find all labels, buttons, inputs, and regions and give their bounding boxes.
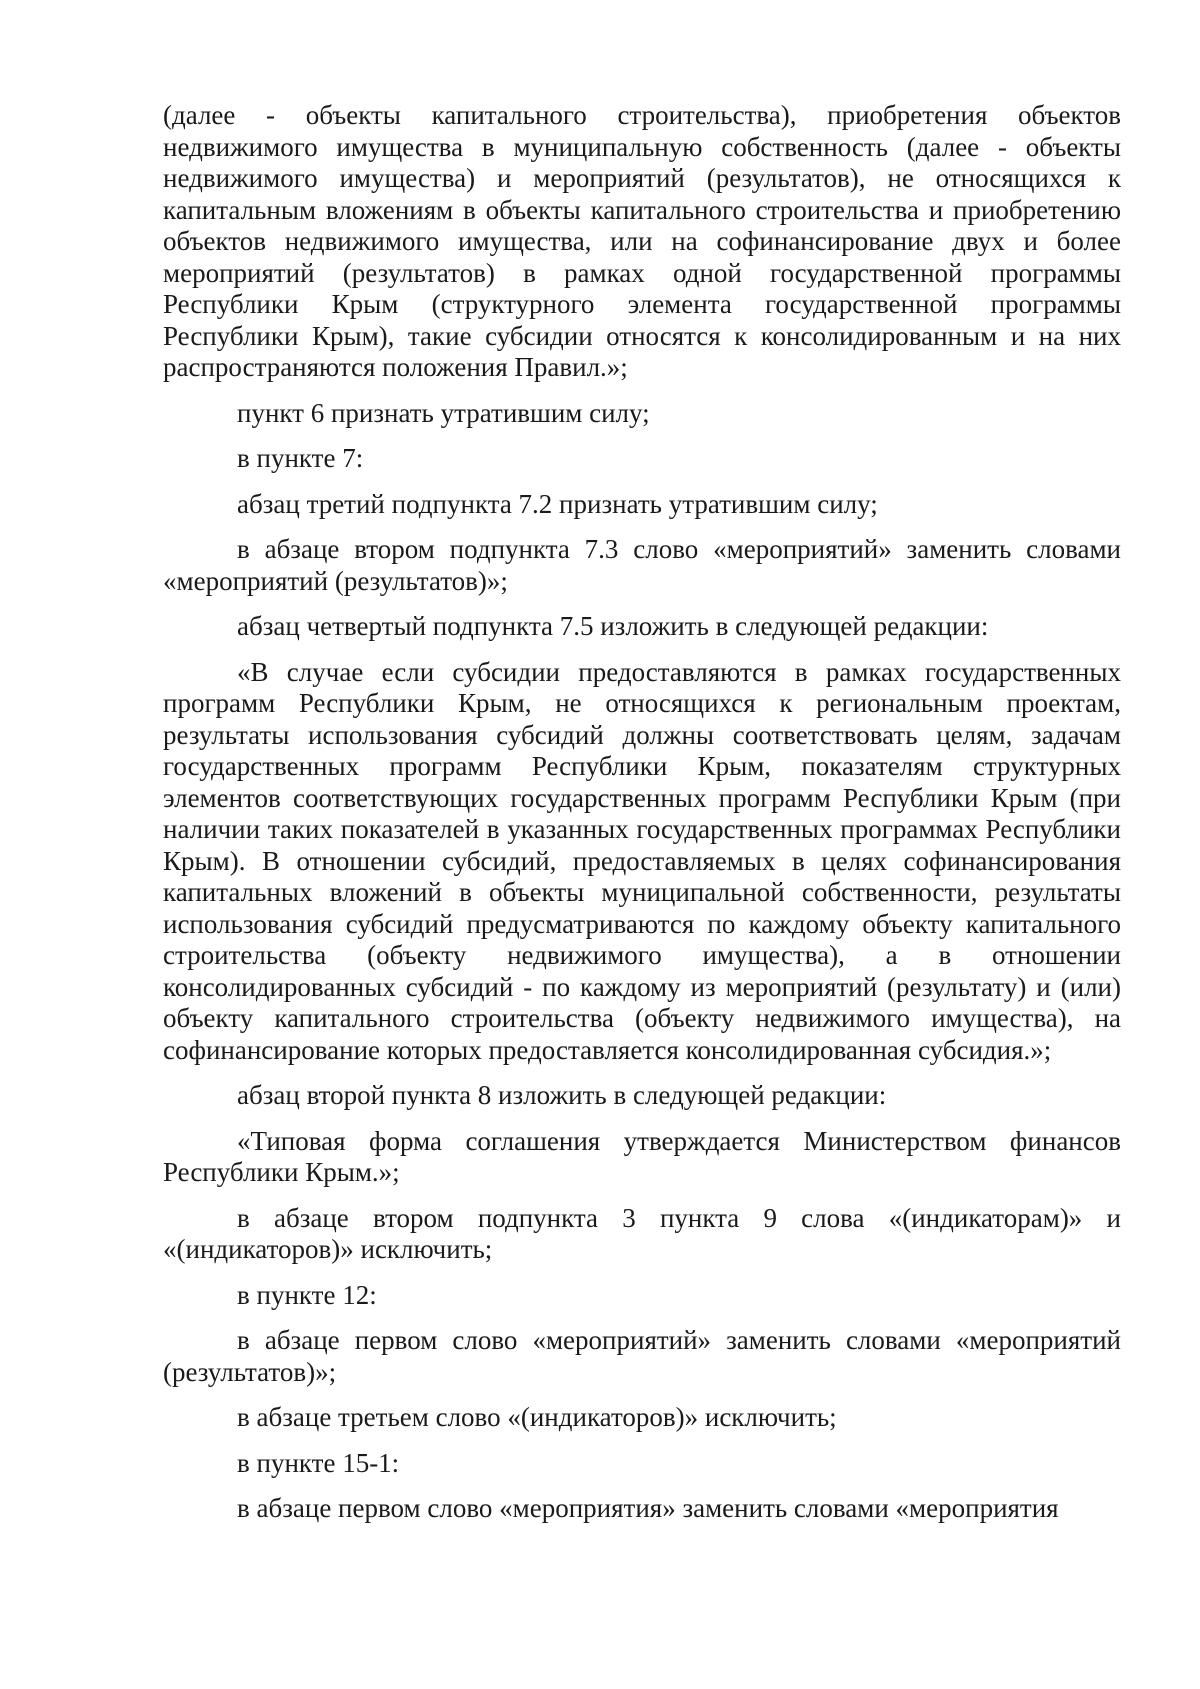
paragraph-item-7-5: абзац четвертый подпункта 7.5 изложить в следующей редакции: [237, 611, 989, 641]
paragraph-item-7-2: абзац третий подпункта 7.2 признать утратившим силу; [237, 488, 878, 519]
paragraph-item-15-1: в пункте 15-1: [237, 1447, 400, 1478]
paragraph-item-9: в абзаце втором подпункта 3 пункта 9 слова «(индикаторам)» и «(индикаторов)» исключить; [163, 1202, 1121, 1264]
paragraph-quote-8: «Типовая форма соглашения утверждается Министерством финансов Республики Крым.»; [163, 1125, 1121, 1187]
paragraph-item-7-3: в абзаце втором подпункта 7.3 слово «мероприятий» заменить словами «мероприятий (результатов)»; [163, 534, 1121, 596]
paragraph-item-8: абзац второй пункта 8 изложить в следующей редакции: [237, 1080, 887, 1110]
document-body [163, 100, 1121, 1525]
paragraph-item-12-third: в абзаце третьем слово «(индикаторов)» исключить; [237, 1402, 837, 1432]
paragraph-quote-7-5: «В случае если субсидии предоставляются в рамках государственных программ Республики Крым, не относящихся к региональным проектам, результаты использования субсидий должны соответствовать целям, задачам государственных программ Республики Крым, показателям структурных элементов соответствующих государственных программ Республики Крым (при наличии таких показателей в указанных государственных программах Республики Крым). В отношении субсидий, предоставляемых в целях софинансирования капитальных вложений в объекты муниципальной собственности, результаты использования субсидий предусматриваются по каждому объекту капитального строительства (объекту недвижимого имущества), а в отношении консолидированных субсидий - по каждому из мероприятий (результату) и (или) объекту капитального строительства (объекту недвижимого имущества), на софинансирование которых предоставляется консолидированная субсидия.»; [163, 656, 1121, 1065]
paragraph-item-15-1-first: в абзаце первом слово «мероприятия» заменить словами «мероприятия [237, 1493, 1059, 1523]
paragraph-continuation: (далее - объекты капитального строительства), приобретения объектов недвижимого имущества в муниципальную собственность (далее - объекты недвижимого имущества) и мероприятий (результатов), не относящихся к капитальным вложениям в объекты капитального строительства и приобретению объектов недвижимого имущества, или на софинансирование двух и более мероприятий (результатов) в рамках одной государственной программы Республики Крым (структурного элемента государственной программы Республики Крым), такие субсидии относятся к консолидированным и на них распространяются положения Правил.»; [163, 100, 1121, 382]
paragraph-item-12: в пункте 12: [237, 1279, 377, 1310]
paragraph-item-6: пункт 6 признать утратившим силу; [237, 397, 650, 428]
paragraph-item-12-first: в абзаце первом слово «мероприятий» заменить словами «мероприятий (результатов)»; [163, 1325, 1121, 1387]
paragraph-item-7: в пункте 7: [237, 443, 364, 473]
